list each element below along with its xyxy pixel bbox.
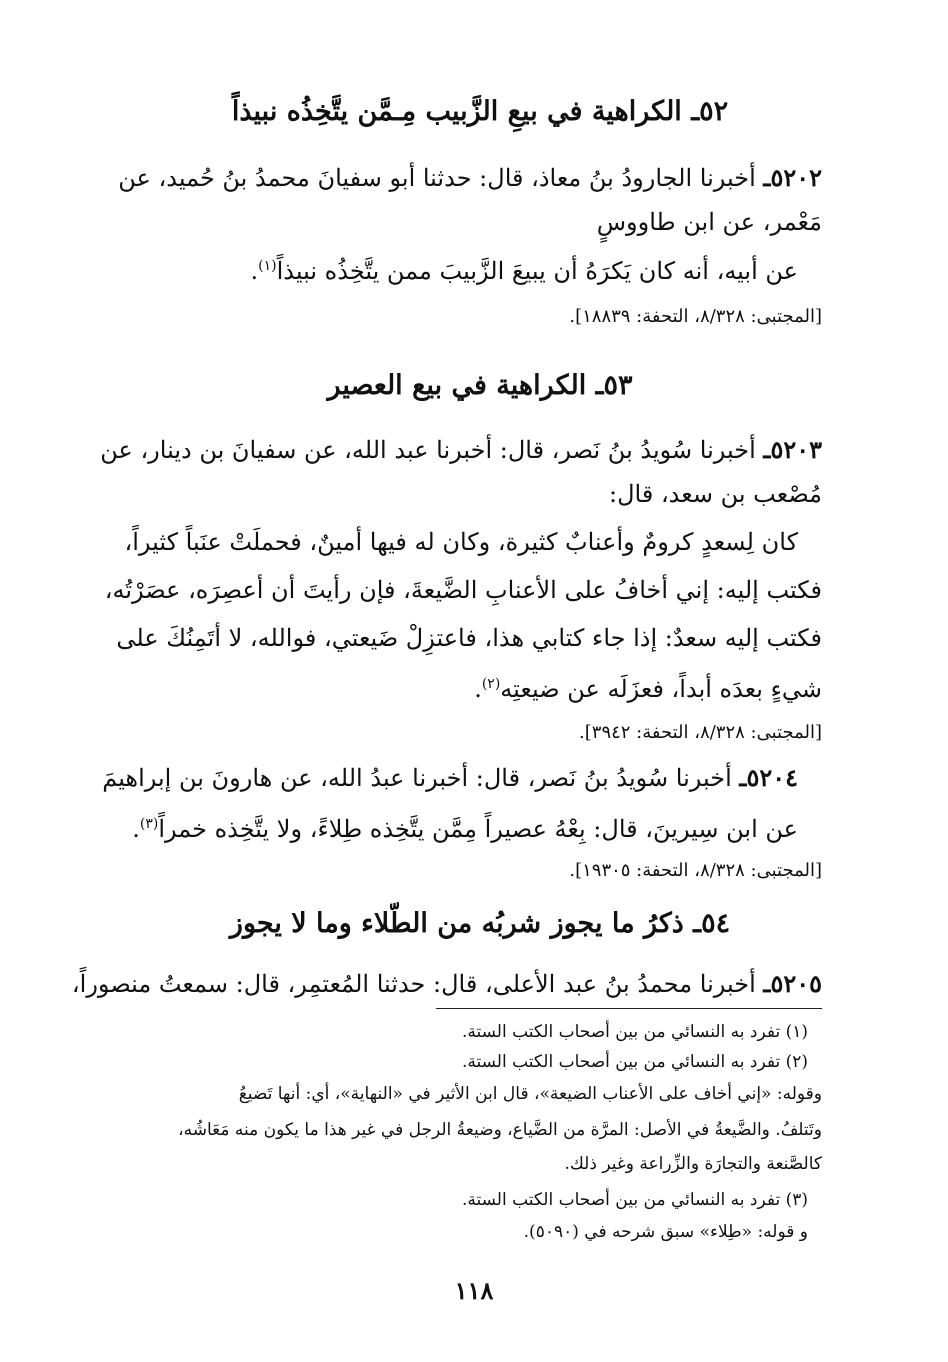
footnote-3-note: و قوله: «طِلاء» سبق شرحه في (٥٠٩٠). <box>523 1222 808 1242</box>
footnote-2-note-line-3: كالصَّنعة والتجارَة والزِّراعة وغير ذلك. <box>564 1154 822 1174</box>
footnote-ref[interactable]: (٣) <box>139 816 159 832</box>
footnote-3: (٣) تفرد به النسائي من بين أصحاب الكتب الستة. <box>461 1190 808 1210</box>
hadith-5203-line-2: مُصْعب بن سعد، قال: <box>609 480 822 508</box>
hadith-number: ٥٢٠٥ـ <box>763 969 822 998</box>
hadith-number: ٥٢٠٣ـ <box>763 435 822 464</box>
hadith-5202-line-3: عن أبيه، أنه كان يَكرَهُ أن يبيعَ الزَّبيبَ ممن يتَّخِذُه نبيذاً$^{(١)}$. <box>250 257 798 285</box>
hadith-number: ٥٢٠٢ـ <box>763 163 822 192</box>
hadith-5203-line-6: شيءٍ بعدَه أبداً، فعزَلَه عن ضيعتِه$^{(٢)}$. <box>474 675 822 703</box>
hadith-5205-line-1: ٥٢٠٥ـ أخبرنا محمدُ بنُ عبد الأعلى، قال: حدثنا المُعتمِر، قال: سمعتُ منصوراً، <box>71 969 822 998</box>
footnote-2-note-line-2: وتَتلفُ. والضَّيعةُ في الأصل: المرَّة من الضَّياع، وضيعةُ الرجل في غير هذا ما يكون منه مَعَاشُه، <box>178 1120 822 1140</box>
chapter-heading-53: ٥٣ـ الكراهية في بيع العصير <box>327 370 633 401</box>
footnote-2-note-line-1: وقوله: «إني أخاف على الأعناب الضيعة»، قال ابن الأثير في «النهاية»، أي: أنها تَضيعُ <box>238 1084 822 1104</box>
chapter-heading-54: ٥٤ـ ذكرُ ما يجوز شربُه من الطّلاء وما لا يجوز <box>229 908 731 939</box>
footnote-ref[interactable]: (٢) <box>481 676 501 692</box>
hadith-5203-line-3: كان لِسعدٍ كرومٌ وأعنابٌ كثيرة، وكان له فيها أمينٌ، فحملَتْ عنَباً كثيراً، <box>124 528 798 556</box>
chapter-heading-52: ٥٢ـ الكراهية في بيعِ الزَّبيب مِـمَّن يتَّخِذُه نبيذاً <box>231 96 729 127</box>
hadith-5204-line-1: ٥٢٠٤ـ أخبرنا سُويدُ بنُ نَصر، قال: أخبرنا عبدُ الله، عن هارونَ بن إبراهيمَ <box>102 763 798 792</box>
hadith-5204-line-2: عن ابن سِيرينَ، قال: بِعْهُ عصيراً مِمَّن يتَّخِذه طِلاءً، ولا يتَّخِذه خمراً$^{(٣)}$. <box>132 815 798 843</box>
hadith-5203-line-1: ٥٢٠٣ـ أخبرنا سُويدُ بنُ نَصر، قال: أخبرنا عبد الله، عن سفيانَ بن دينار، عن <box>100 435 822 464</box>
hadith-5202-line-2: مَعْمر، عن ابن طاووسٍ <box>596 208 822 236</box>
source-reference: [المجتبى: ٨/٣٢٨، التحفة: ١٨٨٣٩]. <box>569 306 822 327</box>
source-reference: [المجتبى: ٨/٣٢٨، التحفة: ١٩٣٠٥]. <box>569 860 822 881</box>
hadith-5203-line-4: فكتب إليه: إني أخافُ على الأعنابِ الضَّيعةَ، فإن رأيتَ أن أعصِرَه، عصَرْتُه، <box>104 576 822 604</box>
source-reference: [المجتبى: ٨/٣٢٨، التحفة: ٣٩٤٢]. <box>579 722 822 743</box>
footnote-divider <box>436 1008 822 1009</box>
page-number: ١١٨ <box>454 1276 494 1305</box>
footnote-1: (١) تفرد به النسائي من بين أصحاب الكتب الستة. <box>461 1022 808 1042</box>
hadith-number: ٥٢٠٤ـ <box>739 763 798 792</box>
hadith-5202-line-1: ٥٢٠٢ـ أخبرنا الجارودُ بنُ معاذ، قال: حدثنا أبو سفيانَ محمدُ بنُ حُميد، عن <box>118 163 822 192</box>
footnote-2: (٢) تفرد به النسائي من بين أصحاب الكتب الستة. <box>461 1052 808 1072</box>
hadith-5203-line-5: فكتب إليه سعدٌ: إذا جاء كتابي هذا، فاعتزِلْ ضَيعتي، فوالله، لا أتَمِنُكَ على <box>116 624 822 652</box>
footnote-ref[interactable]: (١) <box>258 258 277 274</box>
